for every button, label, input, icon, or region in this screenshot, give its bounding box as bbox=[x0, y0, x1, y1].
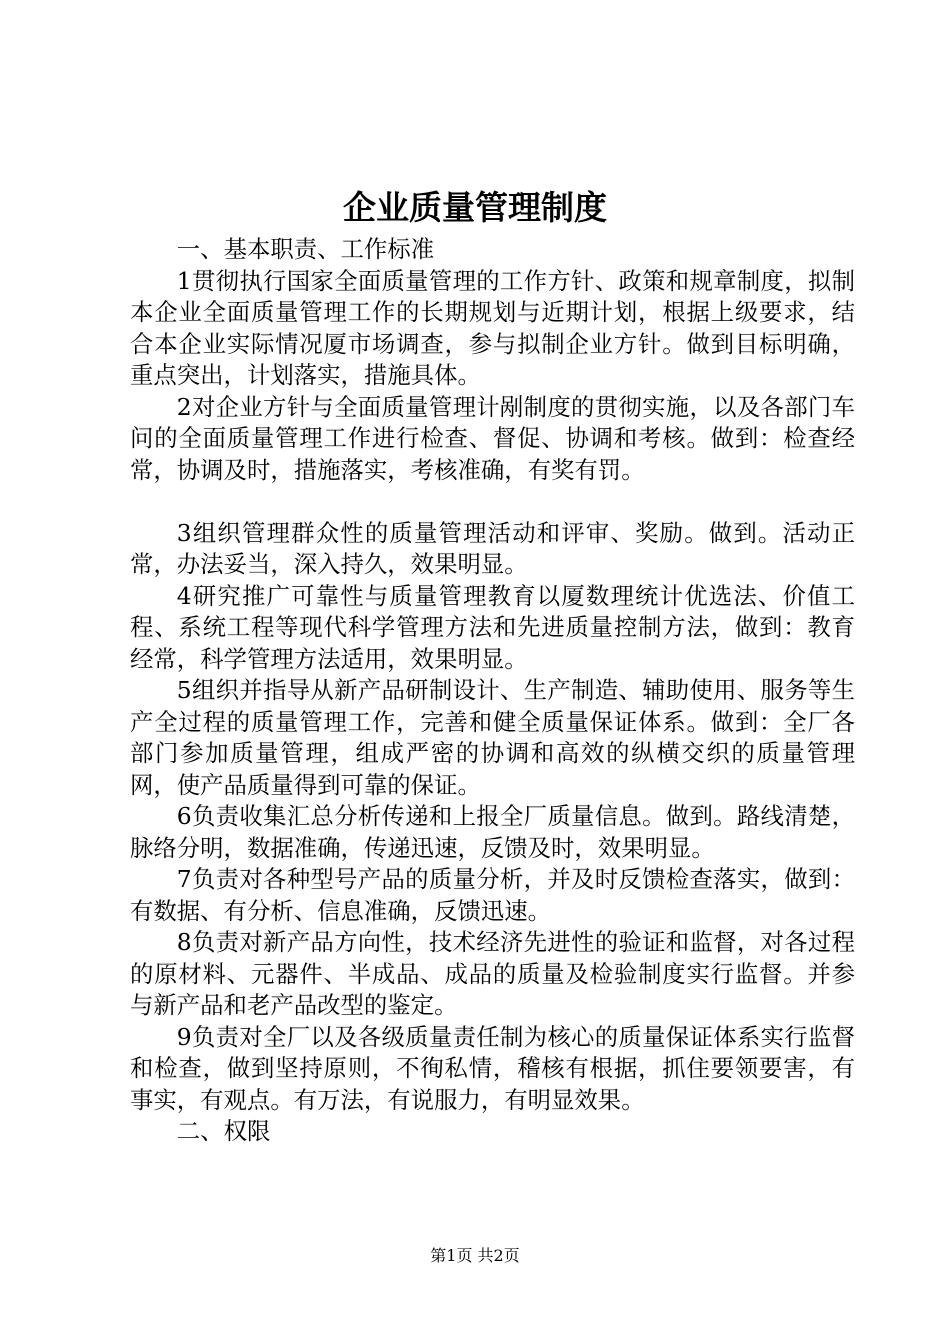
section-heading-authority: 二、权限 bbox=[176, 1117, 271, 1145]
paragraph-item-9: 9负责对全厂以及各级质量责任制为核心的质量保证体系实行监督和检查，做到坚持原则，不徇私情，稽核有根据，抓住要领要害，有事实，有观点。有万法，有说服力，有明显效果。 bbox=[130, 1022, 855, 1114]
paragraph-item-4: 4研究推广可靠性与质量管理教育以厦数理统计优选法、价值工程、系统工程等现代科学管理方法和先进质量控制方法，做到：教育经常，科学管理方法适用，效果明显。 bbox=[130, 581, 855, 673]
page-footer: 第1页 共2页 bbox=[430, 1246, 520, 1265]
paragraph-item-2: 2对企业方针与全面质量管理计剐制度的贯彻实施，以及各部门车问的全面质量管理工作进行检查、督促、协调和考核。做到：检查经常，协调及时，措施落实，考核准确，有奖有罚。 bbox=[130, 392, 855, 484]
paragraph-item-1: 1贯彻执行国家全面质量管理的工作方针、政策和规章制度，拟制本企业全面质量管理工作的长期规划与近期计划，根据上级要求，结合本企业实际情况厦市场调查，参与拟制企业方针。做到目标明确，重点突出，计划落实，措施具体。 bbox=[130, 266, 855, 389]
paragraph-item-5: 5组织并指导从新产品研制设计、生产制造、辅助使用、服务等生产全过程的质量管理工作，完善和健全质量保证体系。做到：全厂各部门参加质量管理，组成严密的协调和高效的纵横交织的质量管理网，使产品质量得到可靠的保证。 bbox=[130, 676, 855, 799]
page-title: 企业质量管理制度 bbox=[343, 188, 607, 227]
paragraph-item-8: 8负责对新产品方向性，技术经济先进性的验证和监督，对各过程的原材料、元器件、半成品、成品的质量及检验制度实行监督。并参与新产品和老产品改型的鉴定。 bbox=[130, 928, 855, 1019]
paragraph-item-3: 3组织管理群众性的质量管理活动和评审、奖励。做到。活动正常，办法妥当，深入持久，效果明显。 bbox=[130, 518, 855, 578]
section-heading-basic-duties: 一、基本职责、工作标准 bbox=[176, 235, 435, 263]
paragraph-item-6: 6负责收集汇总分析传递和上报全厂质量信息。做到。路线清楚，脉络分明，数据准确，传递迅速，反馈及时，效果明显。 bbox=[130, 802, 855, 862]
document-body bbox=[130, 234, 855, 1148]
paragraph-item-7: 7负责对各种型号产品的质量分析，并及时反馈检查落实，做到：有数据、有分析、信息准确，反馈迅速。 bbox=[130, 865, 855, 925]
